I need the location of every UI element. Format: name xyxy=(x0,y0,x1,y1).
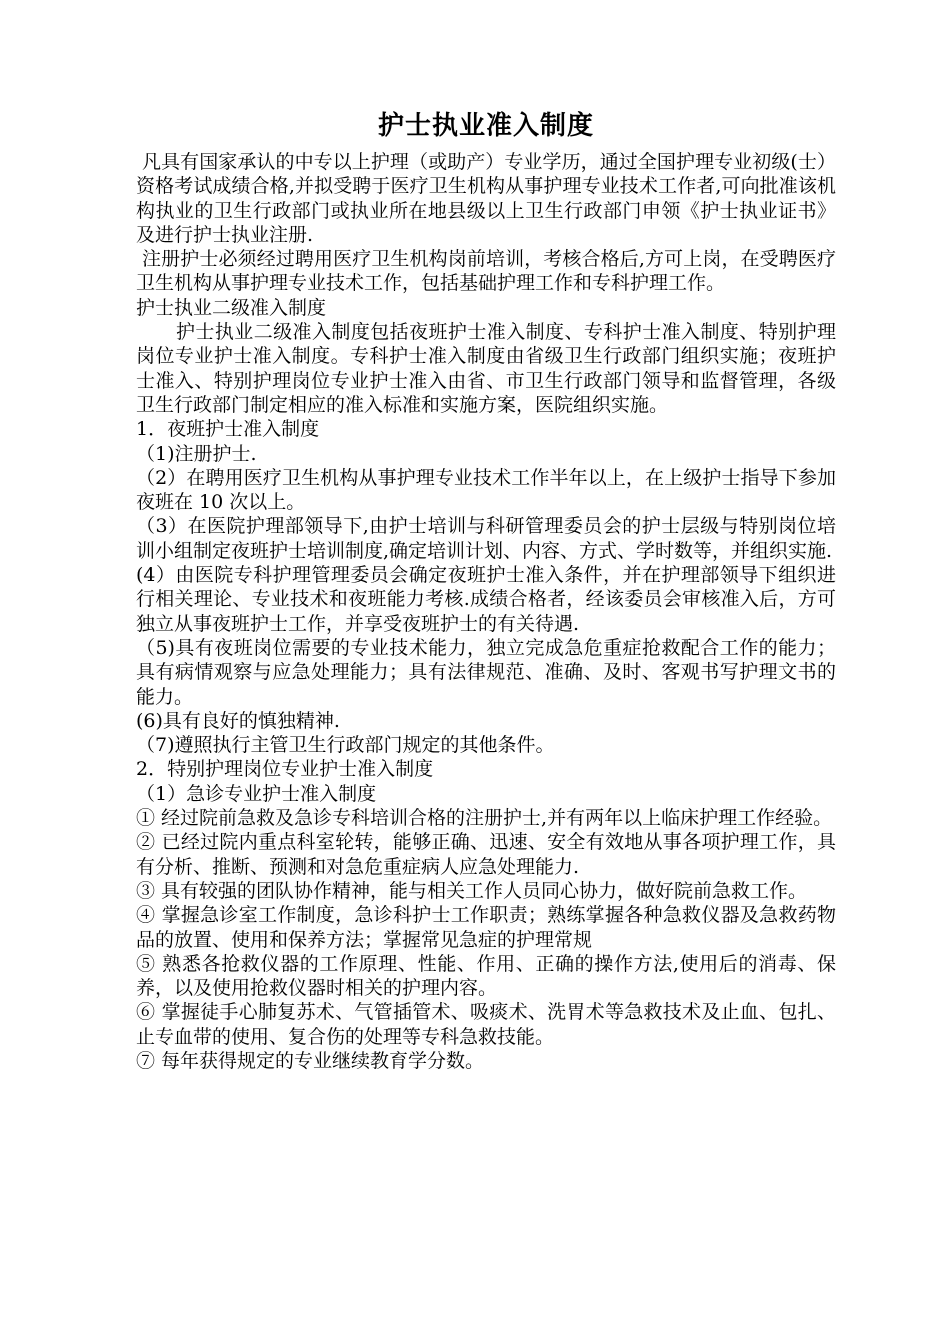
document-body xyxy=(136,150,836,1073)
list-item-night-5: （5)具有夜班岗位需要的专业技术能力，独立完成急危重症抢救配合工作的能力；具有病情观察与应急处理能力；具有法律规范、准确、及时、客观书写护理文书的能力。 xyxy=(136,636,836,708)
list-item-emergency-7: ⑦ 每年获得规定的专业继续教育学分数。 xyxy=(136,1049,485,1072)
document-title: 护士执业准入制度 xyxy=(377,111,594,141)
paragraph-registration-eligibility: 凡具有国家承认的中专以上护理（或助产）专业学历，通过全国护理专业初级(士）资格考试成绩合格,并拟受聘于医疗卫生机构从事护理专业技术工作者,可向批准该机构执业的卫生行政部门或执业所在地县级以上卫生行政部门申领《护士执业证书》及进行护士执业注册. xyxy=(136,151,836,246)
list-item-emergency-4: ④ 掌握急诊室工作制度，急诊科护士工作职责；熟练掌握各种急救仪器及急救药物品的放置、使用和保养方法；掌握常见急症的护理常规 xyxy=(136,904,836,951)
section-heading-special-post: 2．特别护理岗位专业护士准入制度 xyxy=(136,758,434,781)
list-item-emergency-5: ⑤ 熟悉各抢救仪器的工作原理、性能、作用、正确的操作方法,使用后的消毒、保养，以及使用抢救仪器时相关的护理内容。 xyxy=(136,952,836,1000)
list-item-night-4: (4）由医院专科护理管理委员会确定夜班护士准入条件，并在护理部领导下组织进行相关理论、专业技术和夜班能力考核.成绩合格者，经该委员会审核准入后，方可独立从事夜班护士工作，并享受夜班护士的有关待遇. xyxy=(136,564,836,635)
paragraph-registered-nurse-training: 注册护士必须经过聘用医疗卫生机构岗前培训，考核合格后,方可上岗，在受聘医疗卫生机构从事护理专业技术工作，包括基础护理工作和专科护理工作。 xyxy=(136,248,836,295)
list-item-emergency-1: ① 经过院前急救及急诊专科培训合格的注册护士,并有两年以上临床护理工作经验。 xyxy=(136,807,833,830)
list-item-night-6: (6)具有良好的慎独精神. xyxy=(136,709,340,732)
list-item-night-7: （7)遵照执行主管卫生行政部门规定的其他条件。 xyxy=(136,734,555,757)
section-heading-two-level-access: 护士执业二级准入制度 xyxy=(136,296,327,319)
list-item-night-2: （2）在聘用医疗卫生机构从事护理专业技术工作半年以上，在上级护士指导下参加夜班在 10 次以上。 xyxy=(136,466,836,514)
list-item-emergency-2: ② 已经过院内重点科室轮转，能够正确、迅速、安全有效地从事各项护理工作，具有分析、推断、预测和对急危重症病人应急处理能力. xyxy=(136,831,836,878)
list-item-emergency-3: ③ 具有较强的团队协作精神，能与相关工作人员同心协力，做好院前急救工作。 xyxy=(136,879,808,902)
document-page xyxy=(136,108,836,1073)
list-item-night-3: （3）在医院护理部领导下,由护士培训与科研管理委员会的护士层级与特别岗位培训小组制定夜班护士培训制度,确定培训计划、内容、方式、学时数等，并组织实施. xyxy=(136,515,836,562)
subsection-heading-emergency: （1）急诊专业护士准入制度 xyxy=(136,782,377,805)
list-item-night-1: （1)注册护士. xyxy=(136,442,257,465)
list-item-emergency-6: ⑥ 掌握徒手心肺复苏术、气管插管术、吸痰术、洗胃术等急救技术及止血、包扎、止专血带的使用、复合伤的处理等专科急救技能。 xyxy=(136,1001,836,1048)
section-heading-night-shift: 1．夜班护士准入制度 xyxy=(136,418,320,441)
paragraph-two-level-overview: 护士执业二级准入制度包括夜班护士准入制度、专科护士准入制度、特别护理岗位专业护士准入制度。专科护士准入制度由省级卫生行政部门组织实施；夜班护士准入、特别护理岗位专业护士准入由省、市卫生行政部门领导和监督管理，各级卫生行政部门制定相应的准入标准和实施方案，医院组织实施。 xyxy=(136,321,836,416)
